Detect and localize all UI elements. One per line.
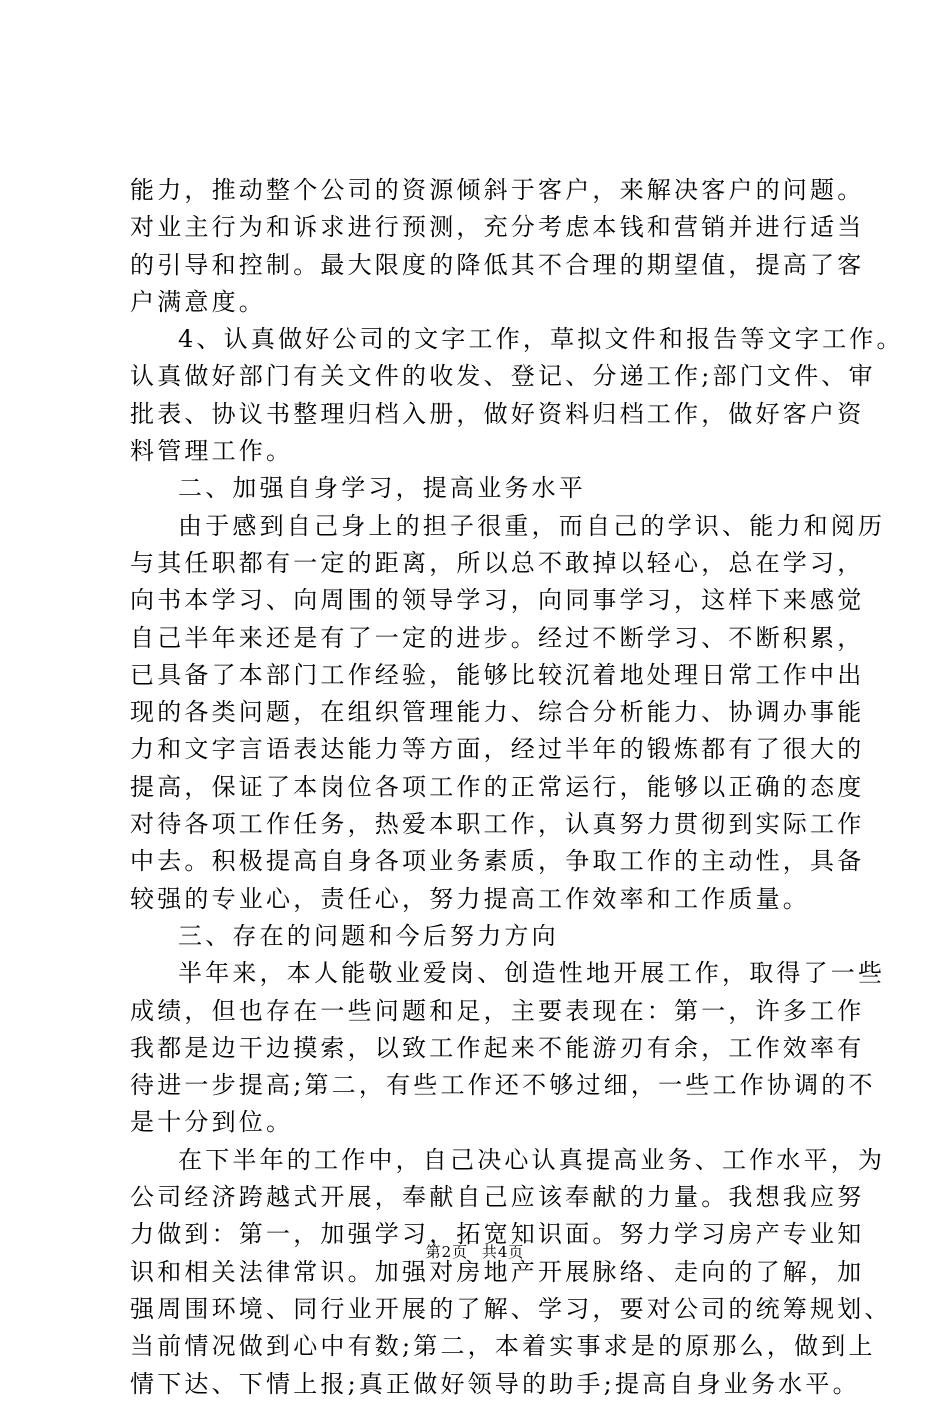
text-line: 情下达、下情上报;真正做好领导的助手;提高自身业务水平。 <box>130 1369 860 1398</box>
text-line: 4、认真做好公司的文字工作，草拟文件和报告等文字工作。 <box>178 325 904 354</box>
text-line: 当前情况做到心中有数;第二，本着实事求是的原那么，做到上 <box>130 1332 876 1361</box>
text-line: 由于感到自己身上的担子很重，而自己的学识、能力和阅历 <box>178 511 886 540</box>
text-line: 公司经济跨越式开展，奉献自己应该奉献的力量。我想我应努 <box>130 1183 865 1212</box>
text-line: 与其任职都有一定的距离，所以总不敢掉以轻心，总在学习， <box>130 548 865 577</box>
text-line: 已具备了本部门工作经验，能够比较沉着地处理日常工作中出 <box>130 660 865 689</box>
text-line: 成绩，但也存在一些问题和足，主要表现在：第一，许多工作 <box>130 996 865 1025</box>
text-line: 在下半年的工作中，自己决心认真提高业务、工作水平，为 <box>178 1145 886 1174</box>
text-line: 对待各项工作任务，热爱本职工作，认真努力贯彻到实际工作 <box>130 810 865 839</box>
text-line: 批表、协议书整理归档入册，做好资料归档工作，做好客户资 <box>130 399 865 428</box>
body-text <box>130 172 904 1403</box>
section-heading: 二、加强自身学习，提高业务水平 <box>178 474 586 503</box>
total-pages: 共4页 <box>481 1243 525 1261</box>
page-footer <box>0 1241 950 1262</box>
text-line: 中去。积极提高自身各项业务素质，争取工作的主动性，具备 <box>130 847 865 876</box>
text-line: 能力，推动整个公司的资源倾斜于客户，来解决客户的问题。 <box>130 176 865 204</box>
text-line: 是十分到位。 <box>130 1108 294 1137</box>
text-line: 半年来，本人能敬业爱岗、创造性地开展工作，取得了一些 <box>178 959 886 988</box>
page-number: 第2页 <box>425 1243 469 1261</box>
text-line: 现的各类问题，在组织管理能力、综合分析能力、协调办事能 <box>130 698 865 727</box>
text-line: 对业主行为和诉求进行预测，充分考虑本钱和营销并进行适当 <box>130 213 865 242</box>
text-line: 我都是边干边摸索，以致工作起来不能游刃有余，工作效率有 <box>130 1033 865 1062</box>
text-line: 户满意度。 <box>130 287 266 316</box>
text-line: 的引导和控制。最大限度的降低其不合理的期望值，提高了客 <box>130 250 865 279</box>
text-line: 强周围环境、同行业开展的了解、学习，要对公司的统筹规划、 <box>130 1294 892 1323</box>
text-line: 向书本学习、向周围的领导学习，向同事学习，这样下来感觉 <box>130 586 865 615</box>
text-line: 识和相关法律常识。加强对房地产开展脉络、走向的了解，加 <box>130 1257 865 1286</box>
text-line: 提高，保证了本岗位各项工作的正常运行，能够以正确的态度 <box>130 772 865 801</box>
text-line: 认真做好部门有关文件的收发、登记、分递工作;部门文件、审 <box>130 362 876 391</box>
text-line: 自己半年来还是有了一定的进步。经过不断学习、不断积累， <box>130 623 865 652</box>
text-line: 力和文字言语表达能力等方面，经过半年的锻炼都有了很大的 <box>130 735 865 764</box>
text-line: 较强的专业心，责任心，努力提高工作效率和工作质量。 <box>130 884 810 913</box>
text-line: 力做到：第一，加强学习，拓宽知识面。努力学习房产专业知 <box>130 1220 865 1249</box>
text-line: 料管理工作。 <box>130 437 294 466</box>
section-heading: 三、存在的问题和今后努力方向 <box>178 921 559 950</box>
text-line: 待进一步提高;第二，有些工作还不够过细，一些工作协调的不 <box>130 1071 876 1100</box>
